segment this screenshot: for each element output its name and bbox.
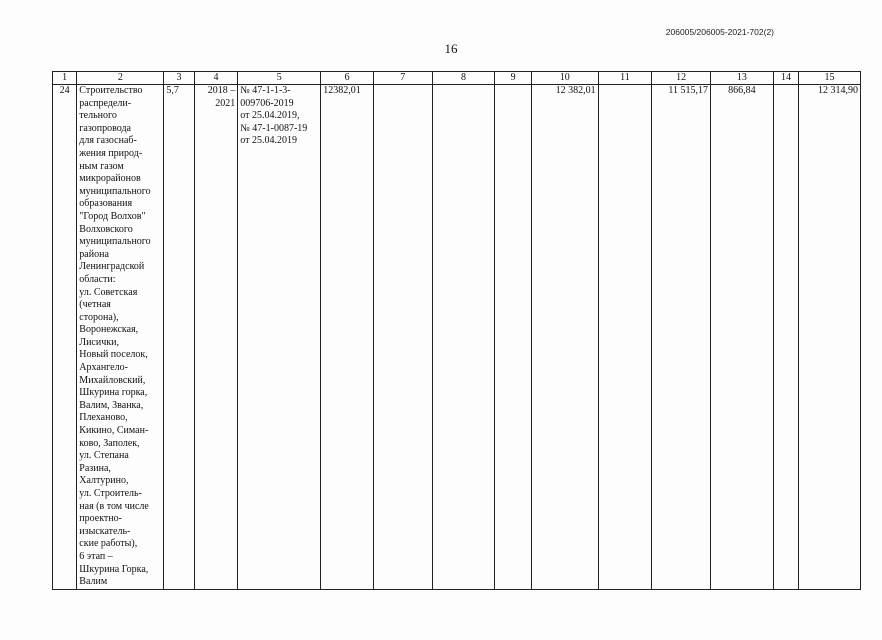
column-header: 9 [495,72,531,85]
column-header: 15 [799,72,861,85]
length-cell: 5,7 [164,85,194,590]
period-cell: 2018 – 2021 [194,85,238,590]
column-header: 5 [238,72,321,85]
object-description-cell: Строительство распредели- тельного газопровода для газоснаб- жения природ- ным газом микрорайонов муниципального образования "Город Волхов" Волховского муниципального района Ленинградской области: ул. Советская (четная сторона), Воронежская, Лисички, Новый поселок, Архангело- Михайловский, Шкурина горка, Валим, Званка, Плеханово, Кикино, Симан- ково, Заполек, ул. Степана Разина, Халтурино, ул. Строитель- ная (в том числе проектно- изыскатель- ские работы), 6 этап – Шкурина Горка, Валим [77,85,164,590]
column-header: 6 [321,72,374,85]
column-header: 3 [164,72,194,85]
column-header: 8 [432,72,495,85]
column-header: 1 [53,72,77,85]
expertise-cell: № 47-1-1-3- 009706-2019 от 25.04.2019, № 47-1-0087-19 от 25.04.2019 [238,85,321,590]
amount-cell: 866,84 [711,85,774,590]
column-header: 13 [711,72,774,85]
column-header: 4 [194,72,238,85]
column-header: 7 [373,72,432,85]
column-header: 11 [598,72,652,85]
column-header: 12 [652,72,711,85]
column-header: 10 [531,72,598,85]
data-table [52,71,861,590]
amount-cell: 12 314,90 [799,85,861,590]
column-header: 14 [773,72,798,85]
column-header: 2 [77,72,164,85]
table-row [53,85,861,590]
table-cell [598,85,652,590]
amount-cell: 11 515,17 [652,85,711,590]
cost-cell: 12382,01 [321,85,374,590]
table-header-row [53,72,861,85]
table-cell [432,85,495,590]
total-cell: 12 382,01 [531,85,598,590]
row-number-cell: 24 [53,85,77,590]
table-cell [373,85,432,590]
document-id: 206005/206005-2021-702(2) [665,27,774,37]
table-cell [495,85,531,590]
page-number: 16 [444,41,458,56]
table-cell [773,85,798,590]
